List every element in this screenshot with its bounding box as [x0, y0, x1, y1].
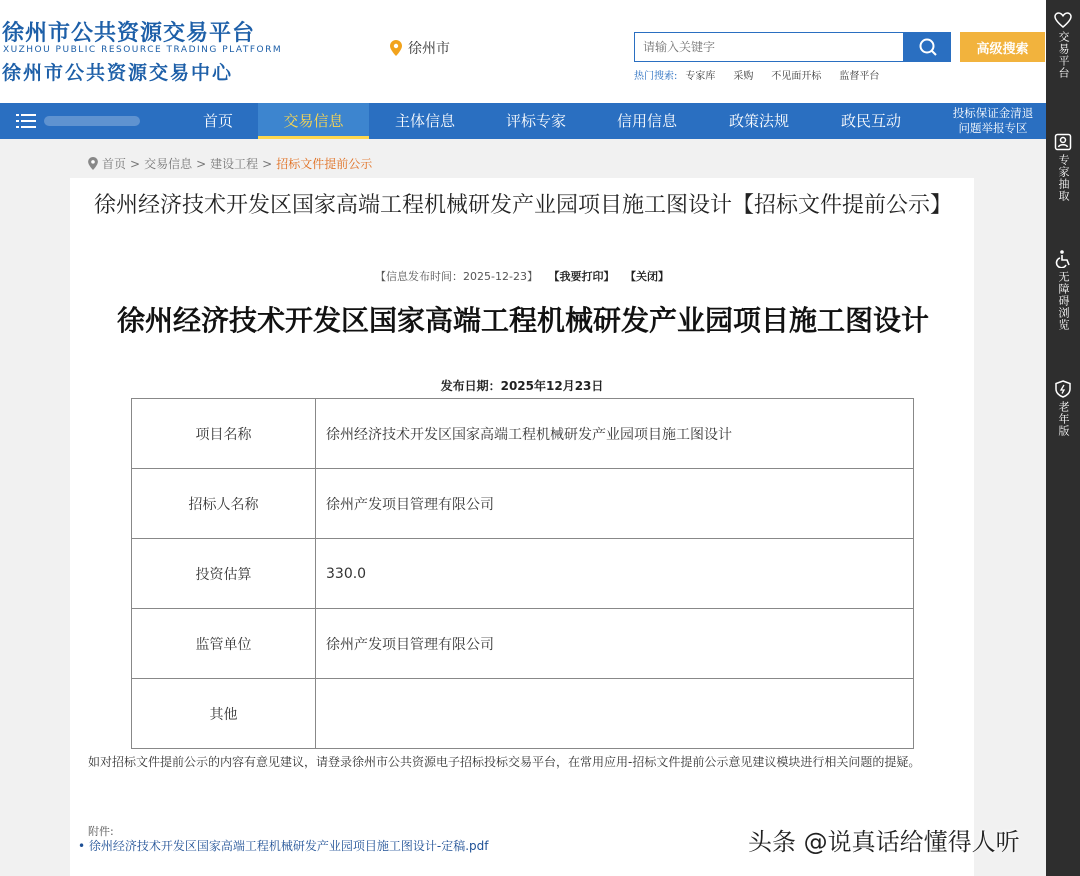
hot-search [634, 67, 897, 82]
logo-subtitle: 徐州市公共资源交易中心 [2, 62, 234, 84]
table-row [132, 679, 914, 749]
article-title: 徐州经济技术开发区国家高端工程机械研发产业园项目施工图设计【招标文件提前公示】 [93, 193, 952, 218]
sidebar-label: 无障碍浏览 [1057, 271, 1070, 331]
search-icon [918, 37, 938, 57]
table-row [132, 399, 914, 469]
table-value [316, 679, 914, 749]
hot-search-item[interactable]: 不见面开标 [771, 71, 822, 82]
location-pin-icon [390, 40, 402, 56]
sidebar-label: 交易平台 [1057, 31, 1070, 79]
nav-credit-info[interactable]: 信用信息 [616, 112, 677, 130]
nav-policies[interactable]: 政策法规 [728, 112, 789, 130]
sidebar-expert-draw[interactable] [1046, 133, 1080, 202]
table-key: 投资估算 [132, 539, 316, 609]
attachment-link[interactable]: • 徐州经济技术开发区国家高端工程机械研发产业园项目施工图设计-定稿.pdf [78, 839, 489, 853]
breadcrumb-construction[interactable]: 建设工程 [210, 157, 259, 171]
nav-entity-info[interactable]: 主体信息 [394, 112, 455, 130]
hot-search-item[interactable]: 采购 [733, 71, 754, 82]
blurred-nav-label [44, 116, 140, 126]
close-link[interactable]: 【关闭】 [624, 270, 669, 283]
location-label: 徐州市 [408, 41, 450, 57]
nav-interaction[interactable]: 政民互动 [840, 112, 901, 130]
breadcrumb [88, 155, 372, 172]
hot-search-label: 热门搜索: [634, 71, 678, 82]
table-value: 徐州经济技术开发区国家高端工程机械研发产业园项目施工图设计 [316, 399, 914, 469]
location-icon [88, 157, 98, 170]
heart-icon [1054, 12, 1072, 28]
breadcrumb-sep: > [262, 156, 273, 171]
sidebar-label: 老年版 [1057, 401, 1070, 437]
hot-search-item[interactable]: 监督平台 [839, 71, 880, 82]
sidebar-trading-platform[interactable] [1046, 12, 1080, 79]
location-selector[interactable] [390, 38, 450, 58]
table-key: 项目名称 [132, 399, 316, 469]
nav-deposit-line2: 问题举报专区 [958, 121, 1028, 135]
breadcrumb-trading[interactable]: 交易信息 [144, 157, 193, 171]
nav-deposit-line1: 投标保证金清退 [952, 106, 1034, 120]
table-row [132, 609, 914, 679]
sidebar-accessibility[interactable] [1046, 250, 1080, 331]
print-link[interactable]: 【我要打印】 [548, 270, 615, 283]
table-key: 监管单位 [132, 609, 316, 679]
sidebar-label: 专家抽取 [1057, 154, 1070, 202]
breadcrumb-current: 招标文件提前公示 [276, 157, 373, 171]
breadcrumb-sep: > [196, 156, 207, 171]
article-meta [70, 268, 974, 284]
search-input[interactable] [635, 33, 901, 61]
table-key: 招标人名称 [132, 469, 316, 539]
table-key: 其他 [132, 679, 316, 749]
logo-english: XUZHOU PUBLIC RESOURCE TRADING PLATFORM [3, 45, 283, 55]
expert-icon [1054, 133, 1072, 151]
attachment-filename[interactable]: 徐州经济技术开发区国家高端工程机械研发产业园项目施工图设计-定稿.pdf [88, 839, 489, 853]
table-value: 徐州产发项目管理有限公司 [316, 469, 914, 539]
nav-trading-info[interactable]: 交易信息 [258, 103, 369, 139]
hot-search-item[interactable]: 专家库 [685, 71, 716, 82]
search-button[interactable] [904, 32, 951, 62]
table-row [132, 469, 914, 539]
search-box [634, 32, 904, 62]
attachment-label: 附件: [88, 825, 114, 838]
main-nav [0, 103, 1046, 139]
nav-deposit-report[interactable] [940, 106, 1046, 136]
logo-title[interactable]: 徐州市公共资源交易平台 [2, 21, 256, 46]
notice-heading: 徐州经济技术开发区国家高端工程机械研发产业园项目施工图设计 [116, 304, 929, 337]
advanced-search-button[interactable]: 高级搜索 [960, 32, 1045, 62]
breadcrumb-sep: > [130, 156, 141, 171]
publish-date: 发布日期：2025年12月23日 [440, 379, 604, 393]
watermark: 头条 @说真话给懂得人听 [748, 828, 1020, 856]
wheelchair-icon [1055, 250, 1071, 268]
table-value: 徐州产发项目管理有限公司 [316, 609, 914, 679]
nav-bid-experts[interactable]: 评标专家 [505, 112, 566, 130]
feedback-note: 如对招标文件提前公示的内容有意见建议，请登录徐州市公共资源电子招标投标交易平台，在常用应用-招标文件提前公示意见建议模块进行相关问题的提疑。 [88, 755, 921, 769]
table-row [132, 539, 914, 609]
table-value: 330.0 [316, 539, 914, 609]
menu-icon[interactable] [16, 112, 36, 130]
right-sidebar [1046, 0, 1080, 876]
breadcrumb-home[interactable]: 首页 [102, 157, 127, 171]
nav-home[interactable]: 首页 [202, 112, 233, 130]
publish-info: 【信息发布时间：2025-12-23】 [375, 270, 538, 283]
site-header [0, 0, 1046, 103]
project-info-table [131, 398, 914, 749]
shield-icon [1055, 380, 1071, 398]
sidebar-elder-mode[interactable] [1046, 380, 1080, 437]
